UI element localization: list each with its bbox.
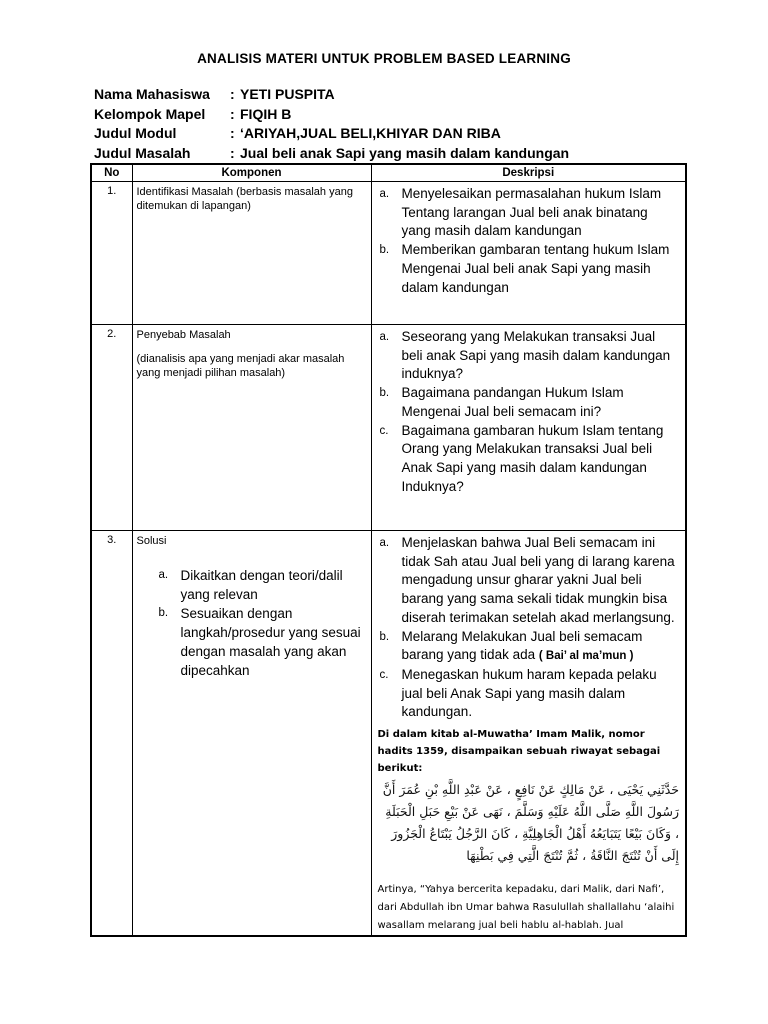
list-text [402, 628, 680, 666]
list-text: Seseorang yang Melakukan transaksi Jual beli anak Sapi yang masih dalam kandungan induknya? [401, 329, 671, 382]
analysis-table [90, 163, 687, 937]
komponen-text: Penyebab Masalah [136, 329, 231, 341]
meta-label: Judul Masalah [94, 144, 191, 161]
list-text: Menegaskan hukum haram kepada pelaku jual beli Anak Sapi yang masih dalam kandungan. [401, 666, 657, 720]
row-deskripsi [371, 182, 686, 325]
deskripsi-list [378, 534, 680, 722]
row-deskripsi [371, 325, 686, 531]
row-deskripsi [371, 531, 686, 937]
meta-row-masalah [94, 145, 569, 165]
meta-label: Kelompok Mapel [94, 105, 206, 122]
meta-value: ‘ARIYAH,JUAL BELI,KHIYAR DAN RIBA [240, 125, 501, 141]
meta-colon: : [230, 144, 235, 161]
meta-row-nama [94, 86, 569, 106]
list-marker: a. [379, 537, 390, 549]
document-title: ANALISIS MATERI UNTUK PROBLEM BASED LEARNING [197, 51, 571, 66]
meta-colon: : [230, 86, 235, 102]
meta-row-modul [94, 125, 569, 145]
komponen-text: Identifikasi Masalah (berbasis masalah yang ditemukan di lapangan) [136, 186, 353, 212]
list-marker: b. [379, 244, 390, 257]
komponen-note: (dianalisis apa yang menjadi akar masalah yang menjadi pilihan masalah) [136, 353, 345, 379]
meta-colon: : [230, 125, 235, 141]
list-marker: a. [379, 331, 390, 343]
list-text: Memberikan gambaran tentang hukum Islam Mengenai Jual beli anak Sapi yang masih dalam kandungan [401, 242, 670, 295]
hadith-arabic-text: حَدَّثَنِي يَحْيَى ، عَنْ مَالِكٍ عَنْ نَافِعٍ ، عَنْ عَبْدِ اللَّهِ بْنِ عُمَرَ أَنَّ رَسُولَ اللَّهِ صَلَّى اللَّهُ عَلَيْهِ وَسَلَّمَ ، نَهَى عَنْ بَيْعِ حَبَلِ الْحَبَلَةِ ، وَكَانَ بَيْعًا يَتَبَايَعُهُ أَهْلُ الْجَاهِلِيَّةِ ، كَانَ الرَّجُلُ يَبْتَاعُ الْجَزُورَ إِلَى أَنْ تُنْتَجَ النَّاقَةُ ، ثُمَّ تُنْتَجَ الَّتِي فِي بَطْنِهَا [382, 782, 679, 864]
list-item [157, 604, 367, 680]
table-row [91, 325, 686, 531]
header-no: No [91, 164, 132, 182]
row-number: 2. [91, 325, 132, 531]
meta-label: Nama Mahasiswa [94, 86, 210, 102]
list-item [157, 566, 367, 604]
meta-value: FIQIH B [240, 105, 292, 122]
row-komponen [132, 531, 371, 937]
list-marker: b. [158, 607, 169, 619]
meta-value: Jual beli anak Sapi yang masih dalam kandungan [240, 144, 570, 161]
list-marker: c. [379, 424, 389, 437]
list-marker: b. [379, 387, 390, 400]
header-komponen: Komponen [132, 164, 371, 182]
list-item [378, 534, 680, 628]
meta-value: YETI PUSPITA [240, 86, 335, 102]
meta-colon: : [230, 105, 235, 122]
list-text: Menjelaskan bahwa Jual Beli semacam ini tidak Sah atau Jual beli yang di larang karena mengadung unsur gharar yakni Jual beli barang yang sama sekali tidak mungkin bisa diserah terimakan setelah akad merlangsung. [401, 535, 675, 625]
komponen-list [137, 566, 367, 680]
header-deskripsi: Deskripsi [371, 164, 686, 182]
list-marker: a. [379, 188, 390, 200]
list-text-main: Melarang Melakukan Jual beli semacam barang yang tidak ada [401, 628, 643, 663]
row-number: 3. [91, 531, 132, 937]
list-item [378, 628, 680, 666]
student-info [94, 86, 569, 164]
row-komponen [132, 325, 371, 531]
table-row [91, 182, 686, 325]
meta-row-kelompok [94, 106, 569, 126]
deskripsi-list [378, 328, 680, 496]
row-number: 1. [91, 182, 132, 325]
table-row [91, 531, 686, 937]
row-komponen [132, 182, 371, 325]
list-marker: a. [158, 569, 169, 581]
hadith-source: Di dalam kitab al-Muwatha’ Imam Malik, nomor hadits 1359, disampaikan sebuah riwayat sebagai berikut: [377, 729, 661, 775]
list-item [378, 384, 680, 421]
list-marker: c. [379, 668, 389, 681]
list-item [378, 185, 680, 241]
meta-label: Judul Modul [94, 125, 177, 141]
deskripsi-list [378, 185, 680, 297]
list-text: Sesuaikan dengan langkah/prosedur yang sesuai dengan masalah yang akan dipecahkan [180, 606, 361, 678]
list-marker: b. [379, 630, 390, 643]
hadith-translation: Artinya, “Yahya bercerita kepadaku, dari Malik, dari Nafi’, dari Abdullah ibn Umar bahwa Rasulullah shallallahu ‘alaihi wasallam melarang jual beli hablu al-hablah. Jual [377, 884, 675, 932]
list-item [378, 422, 680, 497]
list-text: Bagaimana gambaran hukum Islam tentang Orang yang Melakukan transaksi Jual beli Anak Sapi yang masih dalam kandungan Induknya? [401, 422, 664, 494]
komponen-text: Solusi [136, 535, 167, 547]
list-text: Menyelesaikan permasalahan hukum Islam Tentang larangan Jual beli anak binatang yang masih dalam kandungan [401, 186, 662, 239]
list-text: Dikaitkan dengan teori/dalil yang relevan [180, 568, 343, 602]
list-text: Bagaimana pandangan Hukum Islam Mengenai Jual beli semacam ini? [401, 385, 624, 419]
table-header-row [91, 164, 686, 182]
list-item [378, 328, 680, 384]
list-item [378, 241, 680, 297]
list-item [378, 666, 680, 722]
term-bai-al-mamun: ( Bai’ al ma’mun ) [538, 650, 634, 663]
